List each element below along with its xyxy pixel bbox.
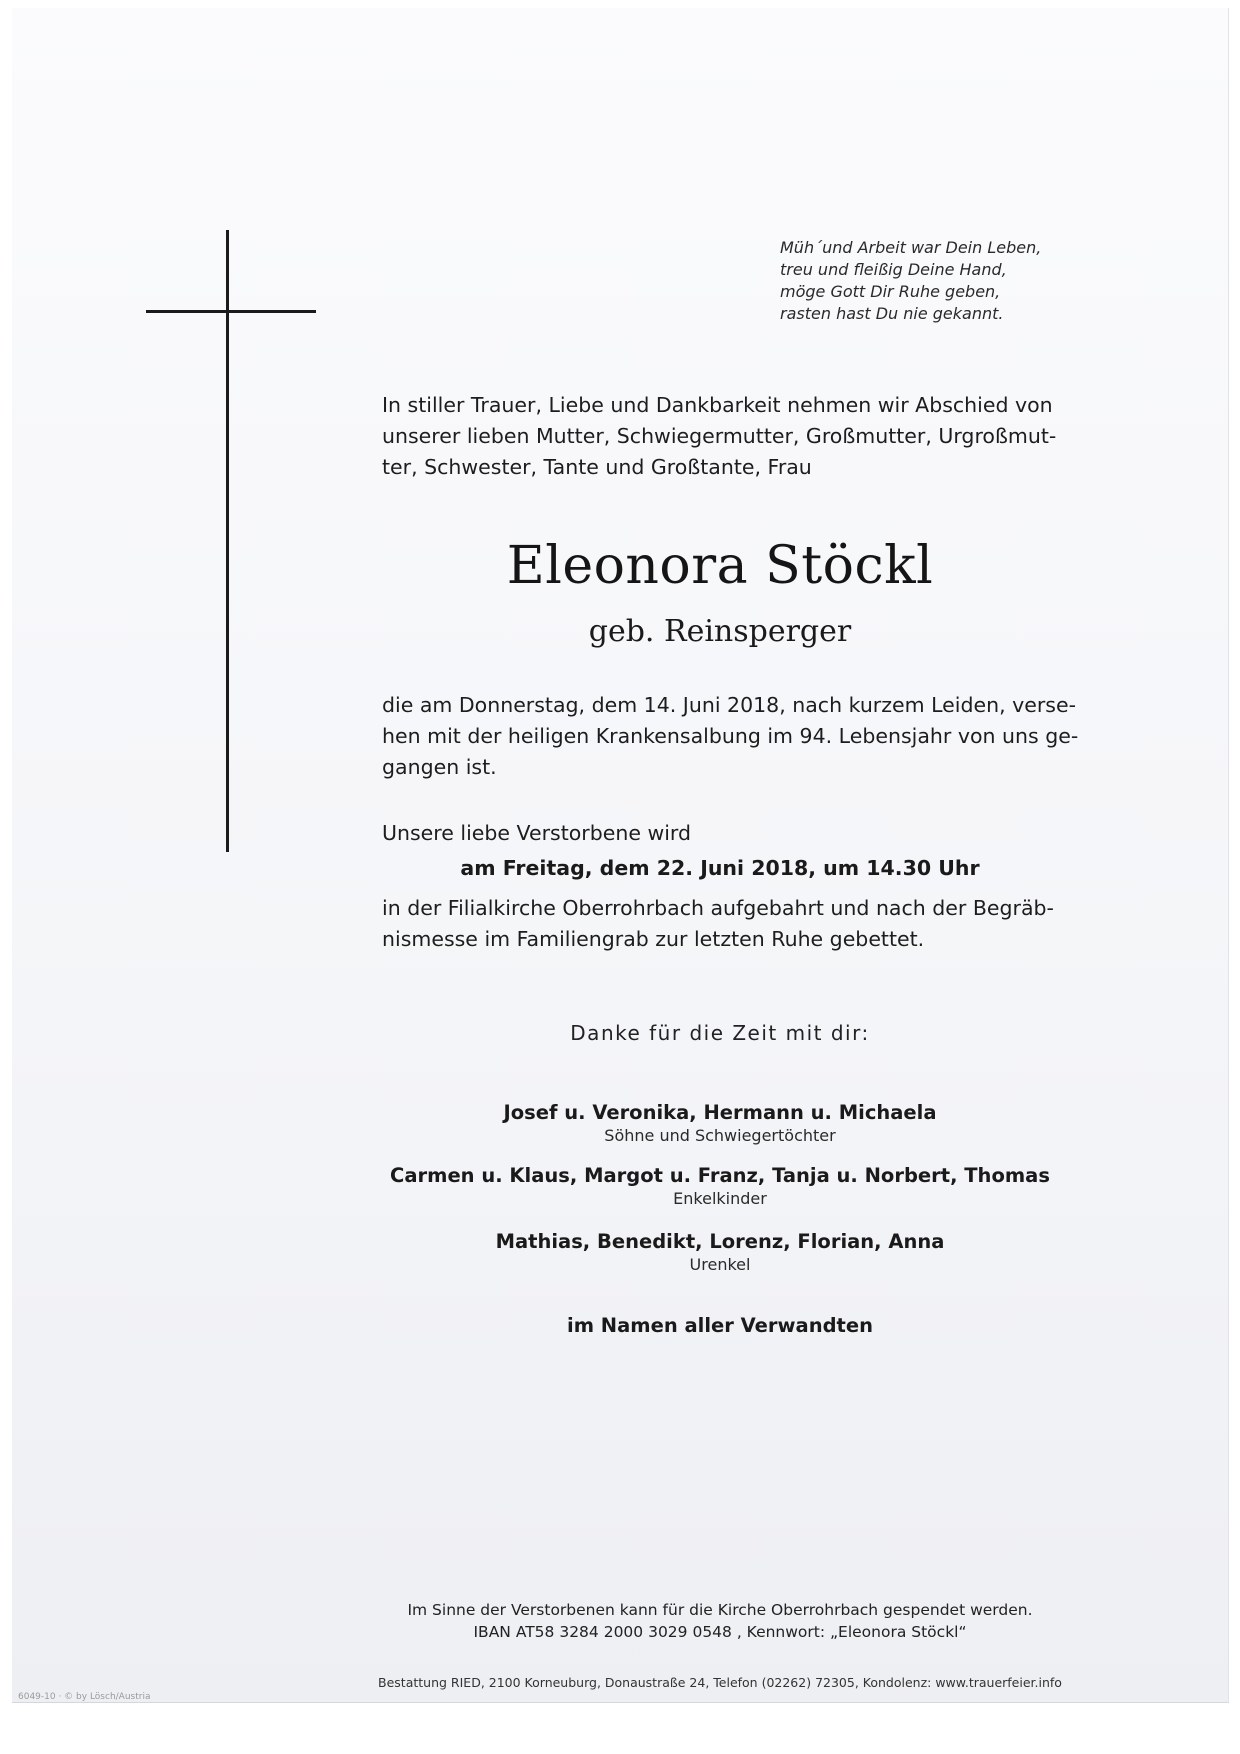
donation-line: Im Sinne der Verstorbenen kann für die Kirche Oberrohrbach gespendet werden. <box>407 1601 1033 1619</box>
closing-line: im Namen aller Verwandten <box>567 1314 873 1337</box>
intro-line: ter, Schwester, Tante und Großtante, Frau <box>382 455 812 479</box>
family-relation: Söhne und Schwiegertöchter <box>604 1126 836 1145</box>
funeral-details <box>382 893 1058 955</box>
obituary-card <box>12 8 1229 1703</box>
poem-line: rasten hast Du nie gekannt. <box>780 304 1004 323</box>
family-names: Carmen u. Klaus, Margot u. Franz, Tanja u. Norbert, Thomas <box>390 1164 1050 1187</box>
family-relation: Urenkel <box>689 1255 751 1274</box>
death-notice-line: hen mit der heiligen Krankensalbung im 94. Lebensjahr von uns ge- <box>382 724 1079 748</box>
family-group-sons <box>382 1100 1058 1146</box>
funeral-details-line: nismesse im Familiengrab zur letzten Ruhe gebettet. <box>382 927 925 951</box>
funeral-intro-line: Unsere liebe Verstorbene wird <box>382 821 691 845</box>
funeral-details-line: in der Filialkirche Oberrohrbach aufgebahrt und nach der Begräb- <box>382 896 1054 920</box>
family-group-grandchildren <box>382 1163 1058 1209</box>
donation-iban: IBAN AT58 3284 2000 3029 0548 , Kennwort: „Eleonora Stöckl“ <box>473 1623 967 1641</box>
funeral-intro <box>382 818 1058 849</box>
funeral-date-time: am Freitag, dem 22. Juni 2018, um 14.30 Uhr <box>460 856 980 880</box>
poem-line: möge Gott Dir Ruhe geben, <box>780 282 1001 301</box>
family-relation: Enkelkinder <box>673 1189 767 1208</box>
death-notice-line: gangen ist. <box>382 755 497 779</box>
maiden-name: geb. Reinsperger <box>588 614 852 649</box>
funeral-home-footer: Bestattung RIED, 2100 Korneuburg, Donaustraße 24, Telefon (02262) 72305, Kondolenz: www.trauerfeier.info <box>378 1675 1062 1690</box>
family-names: Josef u. Veronika, Hermann u. Michaela <box>503 1101 937 1124</box>
intro-paragraph <box>382 390 1058 483</box>
poem-line: Müh´und Arbeit war Dein Leben, <box>780 238 1042 257</box>
death-notice-line: die am Donnerstag, dem 14. Juni 2018, nach kurzem Leiden, verse- <box>382 693 1076 717</box>
cross-horizontal-bar <box>146 310 316 313</box>
deceased-name: Eleonora Stöckl <box>506 536 934 596</box>
cross-vertical-bar <box>226 230 229 852</box>
poem-line: treu und fleißig Deine Hand, <box>780 260 1007 279</box>
intro-line: In stiller Trauer, Liebe und Dankbarkeit nehmen wir Abschied von <box>382 393 1053 417</box>
family-group-great-grandchildren <box>382 1229 1058 1275</box>
memorial-poem <box>780 237 1080 325</box>
thanks-heading: Danke für die Zeit mit dir: <box>570 1021 870 1045</box>
donation-notice <box>342 1599 1098 1643</box>
family-names: Mathias, Benedikt, Lorenz, Florian, Anna <box>495 1230 945 1253</box>
death-notice-paragraph <box>382 690 1079 783</box>
print-mark: 6049-10 · © by Lösch/Austria <box>18 1692 151 1702</box>
intro-line: unserer lieben Mutter, Schwiegermutter, Großmutter, Urgroßmut- <box>382 424 1057 448</box>
